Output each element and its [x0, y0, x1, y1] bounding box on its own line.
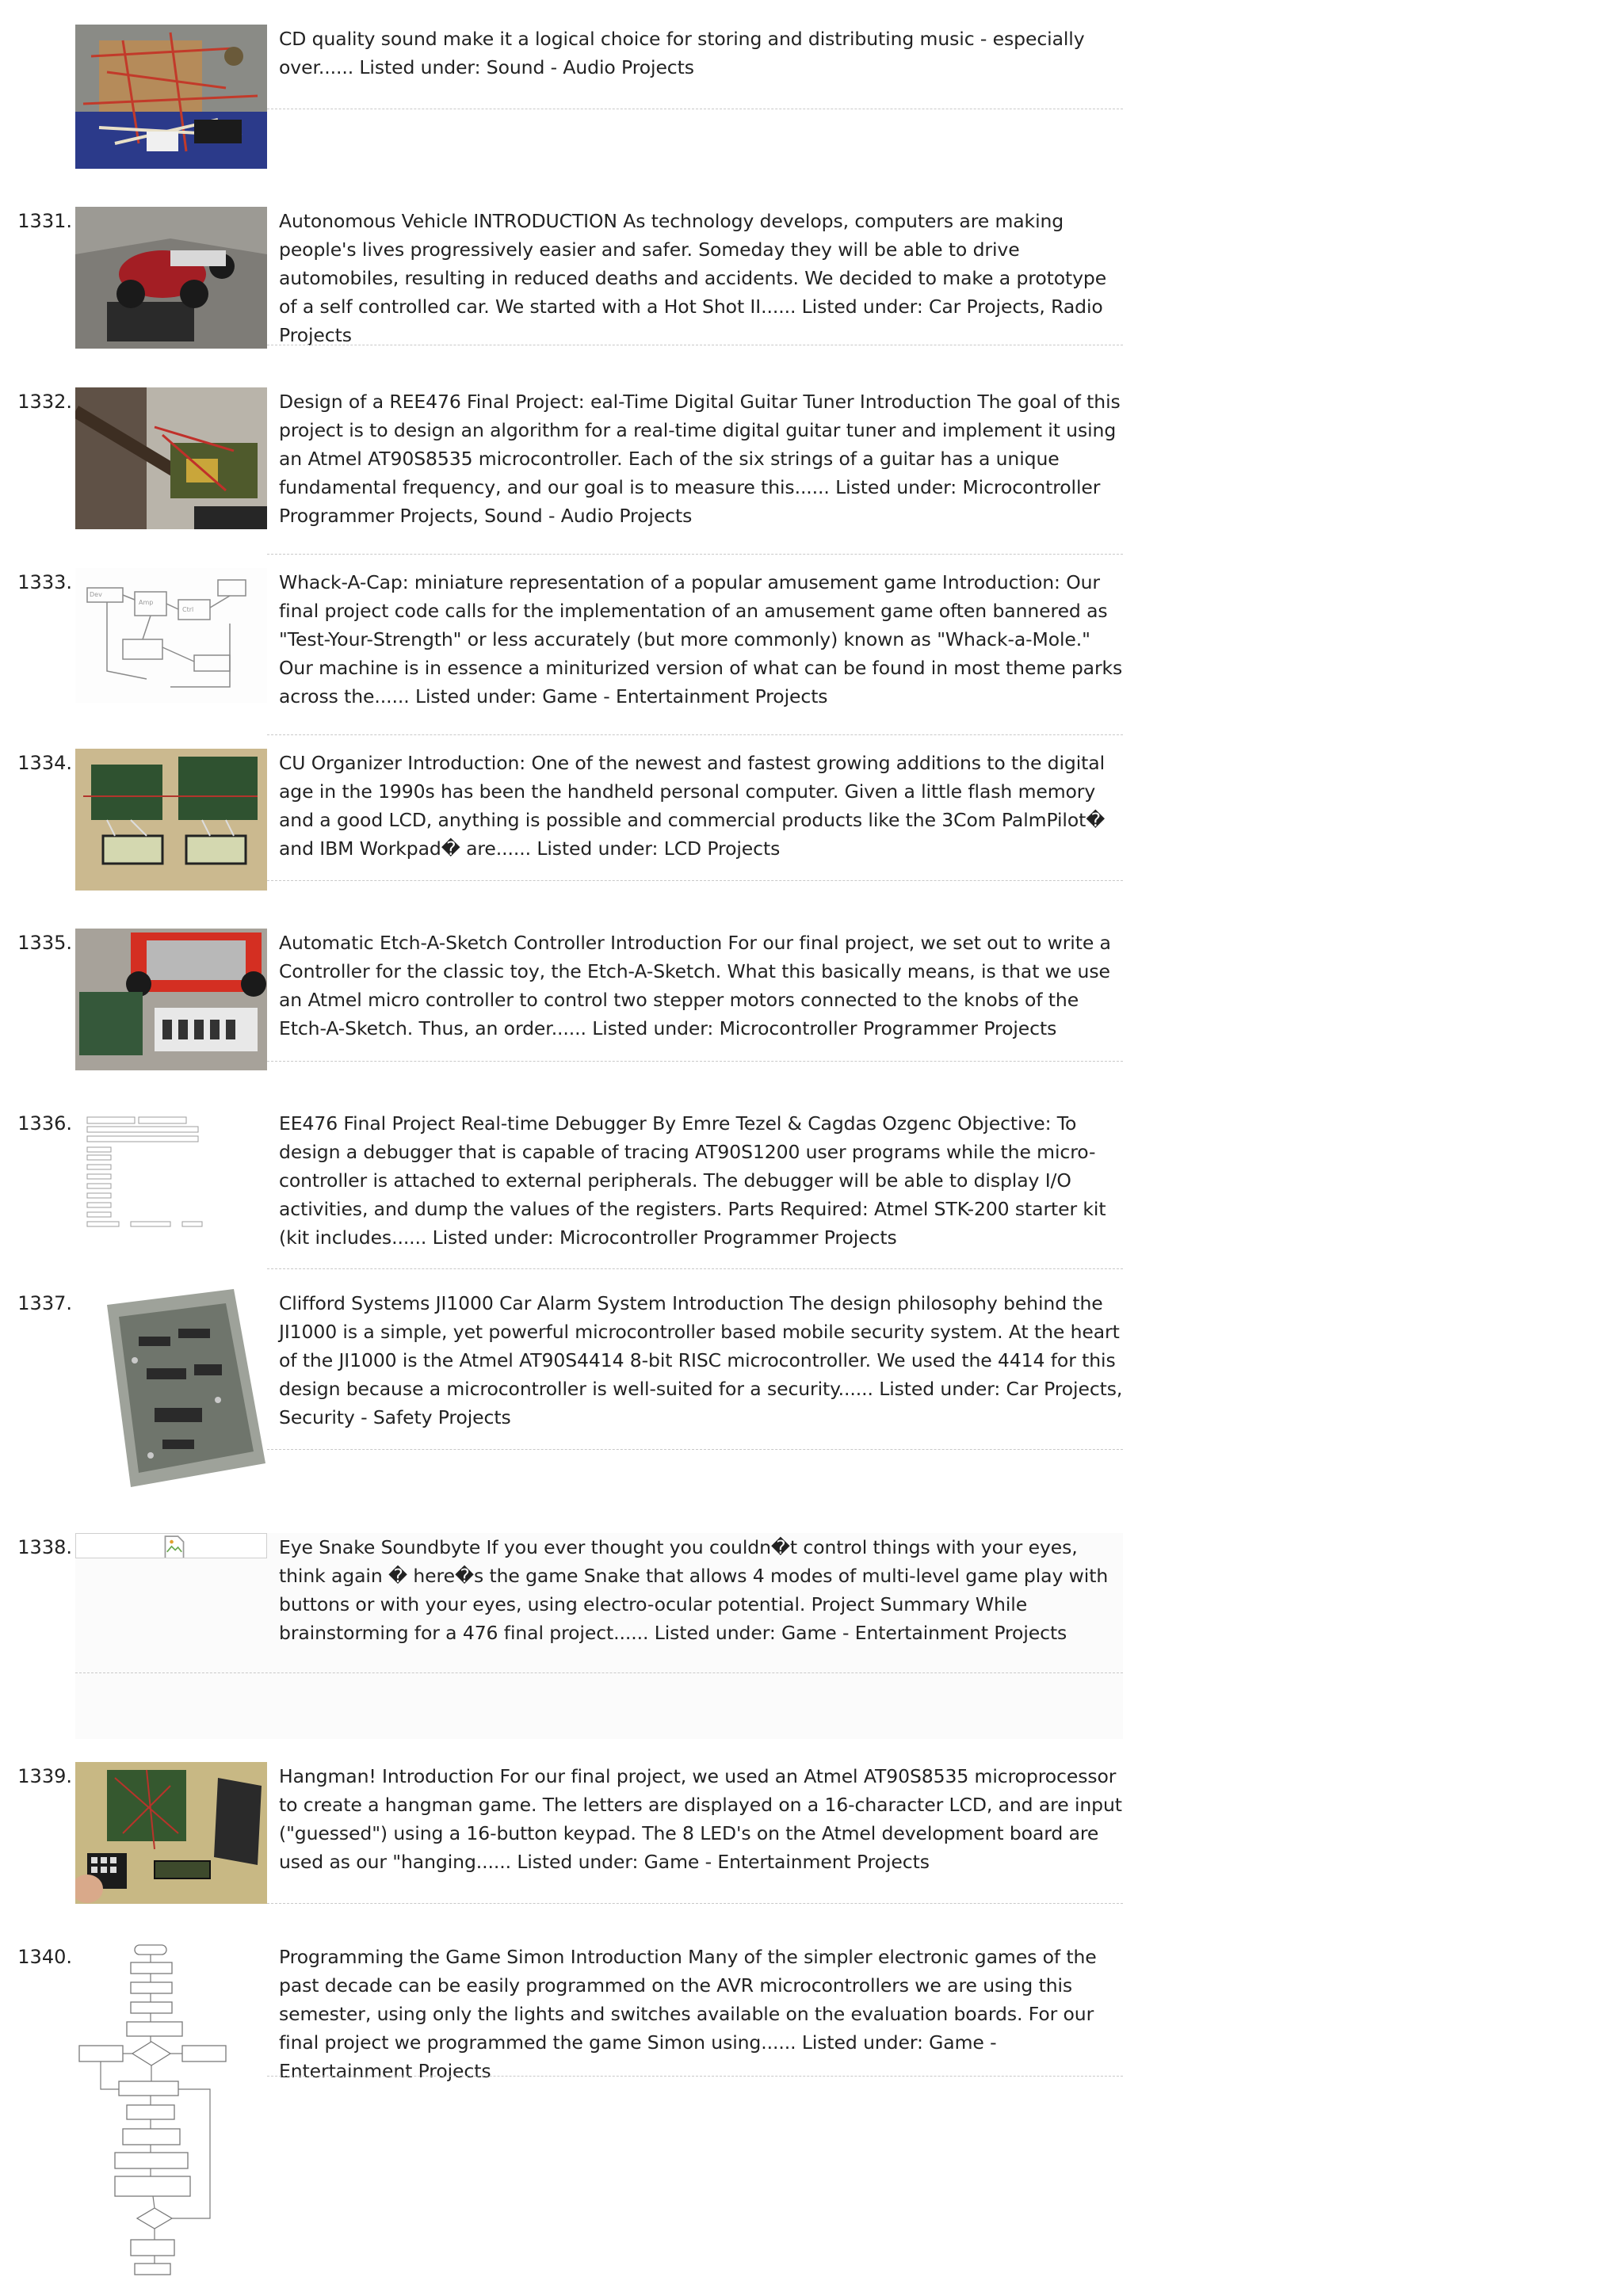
- project-description: Whack-A-Cap: miniature representation of a popular amusement game Introduction: Our final project code calls for the implementation of an amusement game often bannered as "Test-Your-Strength" or less accurately (but more commonly) known as "Whack-a-Mole." Our machine is in essence a miniturized version of what can be found in most theme parks across the...... Listed under: Game - Entertainment Projects: [279, 571, 1123, 707]
- project-thumbnail[interactable]: [75, 929, 267, 1070]
- project-description: Eye Snake Soundbyte If you ever thought you couldn�t control things with your eyes, think again � here�s the game Snake that allows 4 modes of multi-level game play with buttons or with your eyes, using electro-ocular potential. Project Summary While brainstorming for a 476 final project...... Listed under: Game - Entertainment Projects: [279, 1536, 1109, 1644]
- project-thumbnail[interactable]: [75, 25, 267, 169]
- separator: [75, 1672, 1123, 1673]
- separator: [267, 1903, 1123, 1904]
- project-thumbnail[interactable]: [75, 1943, 267, 2296]
- separator: [267, 734, 1123, 735]
- flowchart-diagram: [75, 1943, 267, 2296]
- item-number: 1339.: [17, 1765, 72, 1787]
- item-number: 1334.: [17, 752, 72, 774]
- item-number: 1337.: [17, 1292, 72, 1314]
- project-description: Hangman! Introduction For our final project, we used an Atmel AT90S8535 microprocessor to create a hangman game. The letters are displayed on a 16-character LCD, and are input ("guessed") using a 16-button keypad. The 8 LED's on the Atmel development board are used as our "hanging...... Listed under: Game - Entertainment Projects: [279, 1765, 1122, 1873]
- item-number: 1332.: [17, 391, 72, 413]
- project-description: CD quality sound make it a logical choice for storing and distributing music - especially over...... Listed under: Sound - Audio Projects: [279, 28, 1085, 78]
- separator: [267, 1449, 1123, 1450]
- guitar-tuner-photo: [75, 387, 267, 529]
- project-thumbnail[interactable]: [75, 568, 267, 703]
- etch-a-sketch-photo: [75, 929, 267, 1070]
- debugger-screenshot: [75, 1109, 267, 1244]
- item-number: 1336.: [17, 1112, 72, 1135]
- item-number: 1340.: [17, 1946, 72, 1968]
- project-thumbnail[interactable]: [75, 1289, 267, 1499]
- project-description: Design of a REE476 Final Project: eal-Time Digital Guitar Tuner Introduction The goal of this project is to design an algorithm for a real-time digital guitar tuner and implement it using an Atmel AT90S8535 microcontroller. Each of the six strings of a guitar has a unique fundamental frequency, and our goal is to measure this...... Listed under: Microcontroller Programmer Projects, Sound - Audio Projects: [279, 391, 1121, 527]
- item-number: 1333.: [17, 571, 72, 593]
- separator: [267, 880, 1123, 881]
- broken-image-icon: [79, 1535, 267, 1558]
- project-thumbnail[interactable]: [75, 1762, 267, 1904]
- project-thumbnail[interactable]: [75, 387, 267, 529]
- project-description: Automatic Etch-A-Sketch Controller Introduction For our final project, we set out to write a Controller for the classic toy, the Etch-A-Sketch. What this basically means, is that we use an Atmel micro controller to control two stepper motors connected to the knobs of the Etch-A-Sketch. Thus, an order...... Listed under: Microcontroller Programmer Projects: [279, 932, 1111, 1039]
- item-number: 1335.: [17, 932, 72, 954]
- separator: [267, 554, 1123, 555]
- separator: [267, 1061, 1123, 1062]
- svg-text:Dev: Dev: [90, 591, 102, 598]
- project-description: Programming the Game Simon Introduction Many of the simpler electronic games of the past decade can be easily programmed on the AVR microcontrollers we are using this semester, using only the lights and switches available on the evaluation boards. For our final project we programmed the game Simon using...... Listed under: Game - Entertainment Projects: [279, 1946, 1097, 2082]
- project-description: CU Organizer Introduction: One of the newest and fastest growing additions to the digital age in the 1990s has been the handheld personal computer. Given a little flash memory and a good LCD, anything is possible and commercial products like the 3Com PalmPilot� and IBM Workpad� are...... Listed under: LCD Projects: [279, 752, 1106, 860]
- svg-text:Amp: Amp: [139, 599, 154, 606]
- svg-text:Ctrl: Ctrl: [182, 606, 194, 613]
- pcb-board-photo: [75, 1289, 267, 1499]
- project-description: Autonomous Vehicle INTRODUCTION As technology develops, computers are making people's lives progressively easier and safer. Someday they will be able to drive automobiles, resulting in reduced deaths and accidents. We decided to make a prototype of a self controlled car. We started with a Hot Shot II...... Listed under: Car Projects, Radio Projects: [279, 210, 1107, 346]
- rc-car-photo: [75, 207, 267, 349]
- separator: [267, 1268, 1123, 1269]
- project-description: Clifford Systems JI1000 Car Alarm System Introduction The design philosophy behind the JI1000 is a simple, yet powerful microcontroller based mobile security system. At the heart of the JI1000 is the Atmel AT90S4414 8-bit RISC microcontroller. We used the 4414 for this design because a microcontroller is well-suited for a security...... Listed under: Car Projects, Security - Safety Projects: [279, 1292, 1123, 1428]
- project-thumbnail[interactable]: [75, 749, 267, 891]
- project-thumbnail[interactable]: [75, 1533, 267, 1558]
- project-thumbnail[interactable]: [75, 207, 267, 349]
- separator: [267, 2076, 1123, 2077]
- block-diagram-sketch: [75, 568, 267, 703]
- project-thumbnail[interactable]: [75, 1109, 267, 1244]
- circuit-board-photo: [75, 25, 267, 169]
- project-description: EE476 Final Project Real-time Debugger By Emre Tezel & Cagdas Ozgenc Objective: To design a debugger that is capable of tracing AT90S1200 user programs while the micro-controller is attached to external peripherals. The debugger will be able to display I/O activities, and dump the values of the registers. Parts Required: Atmel STK-200 starter kit (kit includes...... Listed under: Microcontroller Programmer Projects: [279, 1112, 1106, 1249]
- dev-boards-lcd-photo: [75, 749, 267, 891]
- item-number: 1331.: [17, 210, 72, 232]
- item-number: 1338.: [17, 1536, 72, 1558]
- hangman-photo: [75, 1762, 267, 1904]
